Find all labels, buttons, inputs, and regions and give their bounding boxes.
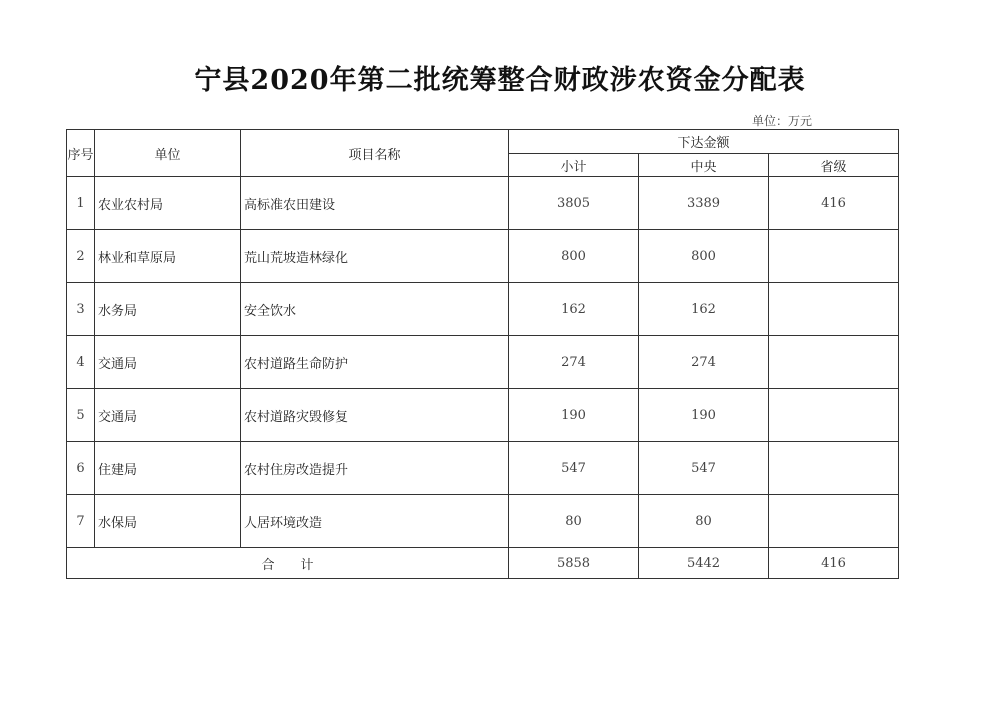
- table-row: [67, 495, 899, 548]
- table-row: [67, 336, 899, 389]
- header-amount-group: 下达金额: [509, 130, 899, 154]
- table-row: [67, 283, 899, 336]
- cell-subtotal: 547: [509, 442, 639, 495]
- cell-seq: 5: [67, 389, 95, 442]
- header-project: 项目名称: [241, 130, 509, 177]
- cell-unit: 交通局: [95, 336, 241, 389]
- cell-central: 80: [639, 495, 769, 548]
- total-provincial: 416: [769, 548, 899, 579]
- cell-seq: 7: [67, 495, 95, 548]
- cell-project: 人居环境改造: [241, 495, 509, 548]
- table-row: [67, 389, 899, 442]
- cell-subtotal: 800: [509, 230, 639, 283]
- cell-provincial: [769, 283, 899, 336]
- header-row-1: [67, 130, 899, 154]
- cell-central: 3389: [639, 177, 769, 230]
- cell-unit: 水务局: [95, 283, 241, 336]
- unit-label: 单位：万元: [752, 114, 813, 128]
- cell-unit: 交通局: [95, 389, 241, 442]
- total-subtotal: 5858: [509, 548, 639, 579]
- cell-central: 800: [639, 230, 769, 283]
- document-title: 宁县2020年第二批统筹整合财政涉农资金分配表: [194, 65, 806, 96]
- cell-provincial: [769, 336, 899, 389]
- cell-central: 190: [639, 389, 769, 442]
- cell-project: 农村住房改造提升: [241, 442, 509, 495]
- header-subtotal: 小计: [509, 154, 639, 177]
- cell-provincial: [769, 495, 899, 548]
- cell-provincial: [769, 389, 899, 442]
- total-central: 5442: [639, 548, 769, 579]
- cell-provincial: [769, 442, 899, 495]
- total-row: [67, 548, 899, 579]
- cell-provincial: 416: [769, 177, 899, 230]
- cell-project: 高标准农田建设: [241, 177, 509, 230]
- cell-unit: 农业农村局: [95, 177, 241, 230]
- cell-central: 547: [639, 442, 769, 495]
- cell-project: 农村道路灾毁修复: [241, 389, 509, 442]
- cell-seq: 6: [67, 442, 95, 495]
- table-row: [67, 442, 899, 495]
- cell-unit: 林业和草原局: [95, 230, 241, 283]
- table-row: [67, 177, 899, 230]
- cell-seq: 1: [67, 177, 95, 230]
- header-seq: 序号: [67, 130, 95, 177]
- cell-subtotal: 3805: [509, 177, 639, 230]
- cell-provincial: [769, 230, 899, 283]
- cell-project: 农村道路生命防护: [241, 336, 509, 389]
- cell-subtotal: 274: [509, 336, 639, 389]
- cell-subtotal: 190: [509, 389, 639, 442]
- cell-central: 162: [639, 283, 769, 336]
- cell-subtotal: 80: [509, 495, 639, 548]
- total-label: 合 计: [67, 548, 509, 579]
- cell-seq: 4: [67, 336, 95, 389]
- cell-project: 荒山荒坡造林绿化: [241, 230, 509, 283]
- cell-seq: 2: [67, 230, 95, 283]
- cell-unit: 水保局: [95, 495, 241, 548]
- cell-seq: 3: [67, 283, 95, 336]
- cell-project: 安全饮水: [241, 283, 509, 336]
- header-provincial: 省级: [769, 154, 899, 177]
- allocation-table: [66, 129, 899, 579]
- cell-unit: 住建局: [95, 442, 241, 495]
- cell-central: 274: [639, 336, 769, 389]
- header-unit: 单位: [95, 130, 241, 177]
- cell-subtotal: 162: [509, 283, 639, 336]
- table-row: [67, 230, 899, 283]
- header-central: 中央: [639, 154, 769, 177]
